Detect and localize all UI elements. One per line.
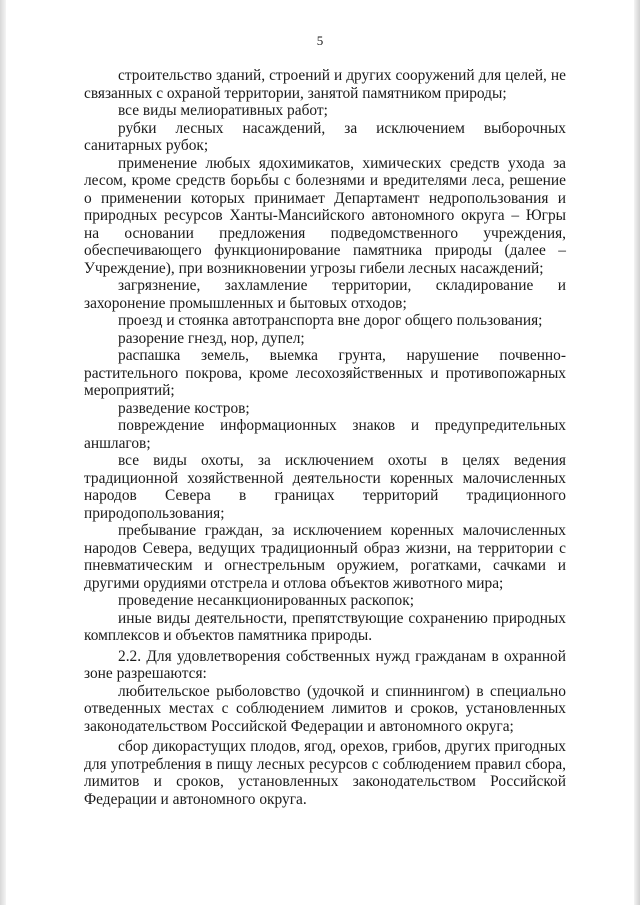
paragraph-vehicles-ban: проезд и стоянка автотранспорта вне дорог общего пользования; <box>118 312 543 329</box>
paragraph-construction-ban: строительство зданий, строений и других сооружений для целей, не связанных с охраной территории, занятой памятником природы; <box>84 67 566 102</box>
paragraph-signs-ban: повреждение информационных знаков и предупредительных аншлагов; <box>84 417 566 452</box>
paragraph-nests-ban: разорение гнезд, нор, дупел; <box>118 329 305 347</box>
page-number: 5 <box>316 33 324 48</box>
paragraph-chemicals-ban: применение любых ядохимикатов, химических средств ухода за лесом, кроме средств борьбы с болезнями и вредителями леса, решение о применении которых принимает Департамент недропользования и природных ресурсов Ханты-Мансийского автономного округа – Югры на основании предложения подведомственного учреждения, обеспечивающего функционирование памятника природы (далее – Учреждение), при возникновении угрозы гибели лесных насаждений; <box>84 154 566 277</box>
paragraph-gathering-allowed: сбор дикорастущих плодов, ягод, орехов, грибов, других пригодных для употребления в пищу лесных ресурсов с соблюдением правил сбора, лимитов и сроков, установленных законодательством Российской Федерации и автономного округа. <box>84 738 566 808</box>
scan-edge-left <box>0 0 6 905</box>
paragraph-fishing-allowed: любительское рыболовство (удочкой и спиннингом) в специально отведенных местах с соблюдением лимитов и сроков, установленных законодательством Российской Федерации и автономного округа; <box>84 682 566 735</box>
paragraph-hunting-ban: все виды охоты, за исключением охоты в целях ведения традиционной хозяйственной деятельности коренных малочисленных народов Севера в границах территорий традиционного природопользования; <box>84 452 566 522</box>
paragraph-soil-ban: распашка земель, выемка грунта, нарушение почвенно-растительного покрова, кроме лесохозяйственных и противопожарных мероприятий; <box>84 347 566 399</box>
paragraph-section-2-2: 2.2. Для удовлетворения собственных нужд гражданам в охранной зоне разрешаются: <box>84 647 566 682</box>
document-body <box>84 67 566 808</box>
paragraph-other-activities-ban: иные виды деятельности, препятствующие сохранению природных комплексов и объектов памятника природы. <box>84 609 566 644</box>
scan-edge-right <box>634 0 640 905</box>
paragraph-excavation-ban: проведение несанкционированных раскопок; <box>118 592 414 609</box>
paragraph-fires-ban: разведение костров; <box>118 399 250 417</box>
paragraph-weapons-ban: пребывание граждан, за исключением коренных малочисленных народов Севера, ведущих традиционный образ жизни, на территории с пневматическим и огнестрельным оружием, рогатками, сачками и другими орудиями отстрела и отлова объектов животного мира; <box>84 522 566 592</box>
paragraph-melioration-ban: все виды мелиоративных работ; <box>118 102 328 119</box>
paragraph-pollution-ban: загрязнение, захламление территории, складирование и захоронение промышленных и бытовых отходов; <box>84 277 566 312</box>
paragraph-logging-ban: рубки лесных насаждений, за исключением выборочных санитарных рубок; <box>84 119 566 154</box>
